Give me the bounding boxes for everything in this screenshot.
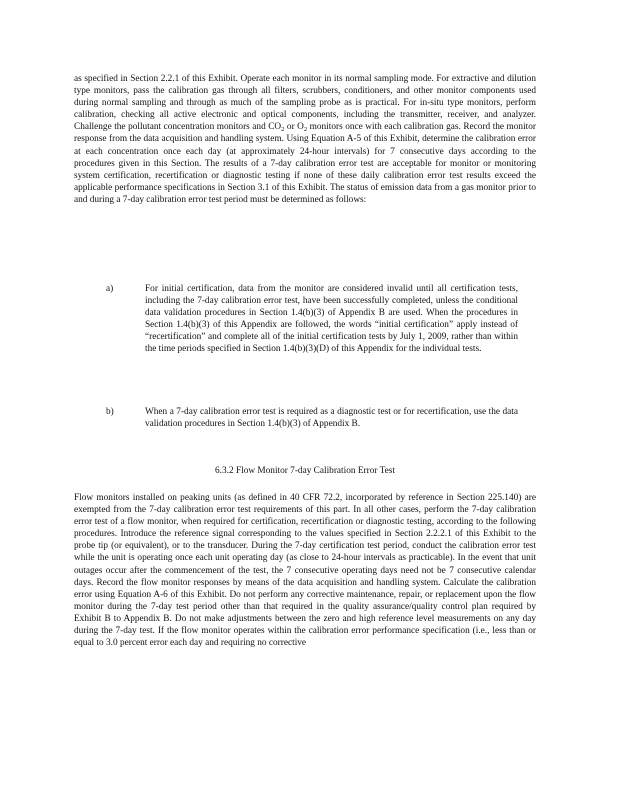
paragraph-calibration-procedure bbox=[74, 73, 536, 206]
paragraph-text-part-1: as specified in Section 2.2.1 of this Exhibit. Operate each monitor in its normal sampling mode. For extractive and dilution type monitors, pass the calibration gas through all filters, scrubbers, conditioners, and other monitor components used during normal sampling and through as much of the sampling probe as is practical. For in-situ type monitors, perform calibration, checking all active electronic and optical components, including the transmitter, receiver, and analyzer. Challenge the pollutant concentration monitors and CO bbox=[74, 74, 536, 133]
subscript-2: 2 bbox=[281, 126, 285, 134]
paragraph-text-part-2: or O bbox=[284, 122, 304, 133]
paragraph-text-part-3: monitors once with each calibration gas. Record the monitor response from the data acquisition and handling system. Using Equation A-5 of this Exhibit, determine the calibration error at each concentration once each day (at approximately 24-hour intervals) for 7 consecutive days according to the procedures given in this Section. The results of a 7-day calibration error test are acceptable for monitor or monitoring system certification, recertification or diagnostic testing if none of these daily calibration error test results exceed the applicable performance specifications in Section 3.1 of this Exhibit. The status of emission data from a gas monitor prior to and during a 7-day calibration error test period must be determined as follows: bbox=[74, 122, 536, 205]
subscript-2: 2 bbox=[303, 126, 308, 134]
list-item-a bbox=[106, 283, 518, 356]
list-item-b bbox=[106, 406, 518, 430]
paragraph-flow-monitor-test: Flow monitors installed on peaking units (as defined in 40 CFR 72.2, incorporated by reference in Section 225.140) are exempted from the 7-day calibration error test requirements of this part. In all other cases, perform the 7-day calibration error test of a flow monitor, when required for certification, recertification or diagnostic testing, according to the following procedures. Introduce the reference signal corresponding to the values specified in Section 2.2.2.1 of this Exhibit to the probe tip (or equivalent), or to the transducer. During the 7-day certification test period, conduct the calibration error test while the unit is operating once each unit operating day (as close to 24-hour intervals as practicable). In the event that unit outages occur after the commencement of the test, the 7 consecutive operating days need not be 7 consecutive calendar days. Record the flow monitor responses by means of the data acquisition and handling system. Calculate the calibration error using Equation A-6 of this Exhibit. Do not perform any corrective maintenance, repair, or replacement upon the flow monitor during the 7-day test period other than that required in the quality assurance/quality control plan required by Exhibit B to Appendix B. Do not make adjustments between the zero and high reference level measurements on any day during the 7-day test. If the flow monitor operates within the calibration error performance specification (i.e., less than or equal to 3.0 percent error each day and requiring no corrective bbox=[74, 493, 536, 649]
list-item-text: For initial certification, data from the monitor are considered invalid until all certification tests, including the 7-day calibration error test, have been successfully completed, unless the conditional data validation procedures in Section 1.4(b)(3) of Appendix B are used. When the procedures in Section 1.4(b)(3) of this Appendix are followed, the words “initial certification” apply instead of “recertification” and complete all of the initial certification tests by July 1, 2009, rather than within the time periods specified in Section 1.4(b)(3)(D) of this Appendix for the individual tests. bbox=[145, 284, 518, 355]
section-heading: 6.3.2 Flow Monitor 7-day Calibration Error Test bbox=[215, 466, 395, 476]
list-marker: a) bbox=[106, 284, 114, 294]
list-item-text: When a 7-day calibration error test is required as a diagnostic test or for recertification, use the data validation procedures in Section 1.4(b)(3) of Appendix B. bbox=[145, 407, 518, 430]
list-marker: b) bbox=[106, 407, 114, 417]
